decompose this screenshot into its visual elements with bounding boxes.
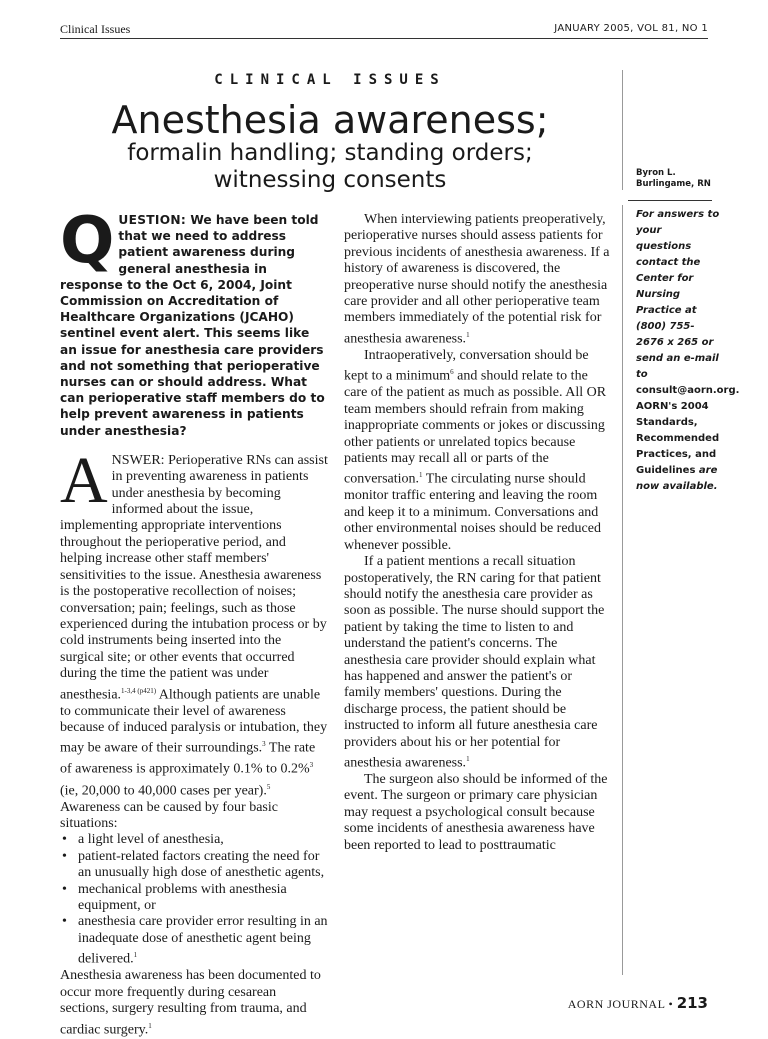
vertical-rule: [622, 70, 623, 190]
question-block: [60, 204, 328, 439]
article-subtitle: [100, 140, 560, 194]
sidebar-text-end: are now available.: [636, 465, 718, 492]
issue-date: JANUARY 2005, VOL 81, NO 1: [554, 23, 708, 34]
running-head: [60, 22, 708, 39]
citation: 5: [266, 782, 271, 791]
question-text: We have been told that we need to address patient awareness during general anesthesia in response to the Oct 6, 2004, Joint Commission on Accreditation of Healthcare Organizations (JCAHO) sentinel event alert. This seems like an issue for anesthesia care providers and not something that perioperative nurses can or should address. What can perioperative staff members do to help prevent awareness in patients under anesthesia?: [60, 213, 325, 438]
question-lead: UESTION:: [118, 213, 187, 227]
author-name: Byron L.: [636, 168, 676, 178]
citation: 1: [466, 754, 470, 763]
answer-lead: NSWER:: [111, 452, 165, 468]
answer-block: [60, 443, 328, 833]
journal-name: AORN JOURNAL •: [567, 997, 674, 1011]
answer-text: Perioperative RNs can assist in preventing awareness in patients under anesthesia by becoming informed about the issue, implementing appropriate interventions throughout the perioperative period, and helping increase other staff members' sensitivities to the issue. Anesthesia awareness is the postoperative recollection of noises; conversation; pain; feelings, such as those experienced during the intubation process or by cold instruments being inserted into the surgical site; or other events that occurred during the time the patient was under anesthesia.: [60, 452, 328, 703]
subtitle-line: witnessing consents: [213, 167, 447, 193]
citation: 1: [466, 330, 470, 339]
author-byline: [636, 168, 736, 190]
answer-text: The rate of awareness is approximately 0.1% to 0.2%: [60, 741, 316, 778]
section-name: Clinical Issues: [60, 22, 131, 36]
paragraph: Anesthesia awareness has been documented to occur more frequently during cesarean sections, surgery resulting from trauma, and cardiac surgery.$^1$: [60, 968, 321, 1038]
sidebar-text: For answers to your questions contact the Center for Nursing Practice at (800) 755-2676 x 265 or send an e-mail to: [636, 209, 720, 380]
paragraph: The surgeon also should be informed of the event. The surgeon or primary care physician may request a psychological consult because some incidents of anesthesia awareness have been reported to lead to posttraumatic: [344, 772, 608, 853]
list-item: • patient-related factors creating the need for an unusually high dose of anesthetic agents,: [62, 848, 325, 881]
paragraph: Intraoperatively, conversation should be kept to a minimum$^6$ and should relate to the care of the patient as much as possible. All OR team members should refrain from making inappropriate comments or jokes or discussing other patients or unrelated topics because patients may recall all or parts of the conversation.$^1$ The circulating nurse should monitor traffic entering and leaving the room and keep it to a minimum. Conversations and other environmental noises should be reduced whenever possible.: [344, 347, 607, 553]
citation: 1-3,4 (p421): [121, 686, 157, 695]
list-item: • a light level of anesthesia,: [62, 832, 224, 848]
sidebar-note: [636, 207, 740, 495]
list-item: • anesthesia care provider error resulting in an inadequate dose of anesthetic agent being delivered.$^1$: [62, 914, 328, 967]
answer-text: (ie, 20,000 to 40,000 cases per year).: [60, 783, 267, 799]
paragraph: When interviewing patients preoperatively, perioperative nurses should assess patients for previous incidents of anesthesia awareness. If a history of awareness is discovered, the preoperative nurse should notify the anesthesia care provider and all other perioperative team members immediately of the potential risk for anesthesia awareness.$^1$: [344, 212, 610, 347]
column-right: [344, 212, 612, 982]
page-footer: [568, 994, 708, 1012]
citation: 1: [133, 951, 138, 960]
sidebar-email: consult@aorn.org. AORN's 2004 Standards, Recommended Practices, and Guidelines: [636, 385, 740, 476]
citation: 3: [262, 740, 266, 749]
kicker: CLINICAL ISSUES: [214, 72, 446, 88]
citation: 1: [148, 1021, 152, 1030]
page-number: 213: [676, 994, 708, 1012]
cause-list: [60, 832, 328, 968]
citation: 3: [309, 761, 314, 770]
author-credentials: Burlingame, RN: [636, 179, 711, 189]
answer-text: Awareness can be caused by four basic situations:: [60, 799, 278, 831]
citation: 6: [450, 368, 454, 377]
citation: 1: [419, 471, 423, 480]
list-item: • mechanical problems with anesthesia equipment, or: [62, 881, 287, 914]
vertical-rule: [622, 205, 623, 975]
subtitle-line: formalin handling; standing orders;: [127, 140, 533, 166]
column-left: [60, 204, 328, 1038]
author-rule: [628, 200, 712, 201]
dropcap-q: Q: [60, 204, 115, 278]
dropcap-a: A: [60, 443, 108, 517]
paragraph: If a patient mentions a recall situation postoperatively, the RN caring for that patient should notify the anesthesia care provider as soon as possible. The nurse should support the patient by taking the time to listen to and understand the patient's concerns. The anesthesia care provider should explain what has happened and answer the patient's or family members' questions. During the discharge process, the patient should be instructed to inform all future anesthesia care providers about his or her potential for anesthesia awareness.$^1$: [344, 554, 605, 771]
article-title: Anesthesia awareness;: [111, 98, 549, 142]
answer-text: Although patients are unable to communicate their level of awareness because of induced paralysis or intubation, they may be aware of their surroundings.: [60, 687, 328, 757]
